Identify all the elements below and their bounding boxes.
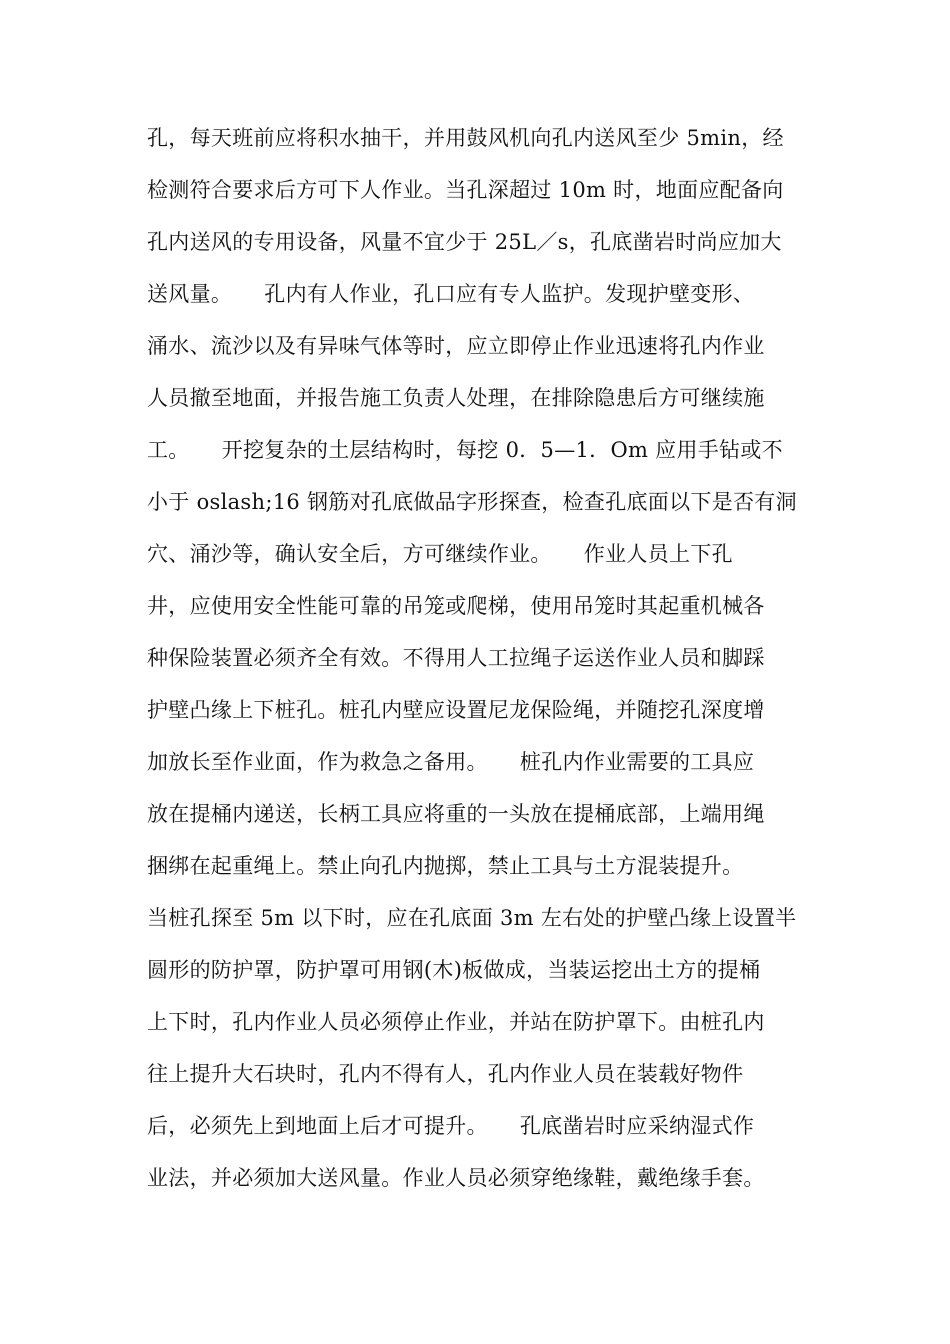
text-line: 小于 oslash;16 钢筋对孔底做品字形探查，检查孔底面以下是否有洞	[147, 490, 797, 514]
text-line: 上下时，孔内作业人员必须停止作业，并站在防护罩下。由桩孔内	[147, 1010, 765, 1034]
text-line: 孔，每天班前应将积水抽干，并用鼓风机向孔内送风至少 5min，经	[147, 126, 784, 150]
text-line: 送风量。 孔内有人作业，孔口应有专人监护。发现护壁变形、	[147, 282, 755, 306]
text-line: 涌水、流沙以及有异味气体等时，应立即停止作业迅速将孔内作业	[147, 334, 765, 358]
text-line: 人员撤至地面，并报告施工负责人处理，在排除隐患后方可继续施	[147, 386, 765, 410]
text-line: 护壁凸缘上下桩孔。桩孔内壁应设置尼龙保险绳，并随挖孔深度增	[147, 698, 765, 722]
text-line: 种保险装置必须齐全有效。不得用人工拉绳子运送作业人员和脚踩	[147, 646, 765, 670]
text-line: 孔内送风的专用设备，风量不宜少于 25L／s，孔底凿岩时尚应加大	[147, 230, 782, 254]
text-line: 检测符合要求后方可下人作业。当孔深超过 10m 时，地面应配备向	[147, 178, 784, 202]
text-line: 捆绑在起重绳上。禁止向孔内抛掷，禁止工具与土方混装提升。	[147, 854, 744, 878]
text-line: 后，必须先上到地面上后才可提升。 孔底凿岩时应采纳湿式作	[147, 1114, 755, 1138]
text-line: 穴、涌沙等，确认安全后，方可继续作业。 作业人员上下孔	[147, 542, 733, 566]
text-line: 加放长至作业面，作为救急之备用。 桩孔内作业需要的工具应	[147, 750, 755, 774]
text-line: 往上提升大石块时，孔内不得有人，孔内作业人员在装载好物件	[147, 1062, 744, 1086]
text-line: 圆形的防护罩，防护罩可用钢(木)板做成，当装运挖出土方的提桶	[147, 958, 761, 982]
body-text	[147, 112, 827, 1204]
text-line: 业法，并必须加大送风量。作业人员必须穿绝缘鞋，戴绝缘手套。	[147, 1166, 765, 1190]
text-line: 井，应使用安全性能可靠的吊笼或爬梯，使用吊笼时其起重机械各	[147, 594, 765, 618]
text-line: 放在提桶内递送，长柄工具应将重的一头放在提桶底部，上端用绳	[147, 802, 765, 826]
text-line: 当桩孔探至 5m 以下时，应在孔底面 3m 左右处的护壁凸缘上设置半	[147, 906, 797, 930]
text-line: 工。 开挖复杂的土层结构时，每挖 0．5—1．Om 应用手钻或不	[147, 438, 783, 462]
